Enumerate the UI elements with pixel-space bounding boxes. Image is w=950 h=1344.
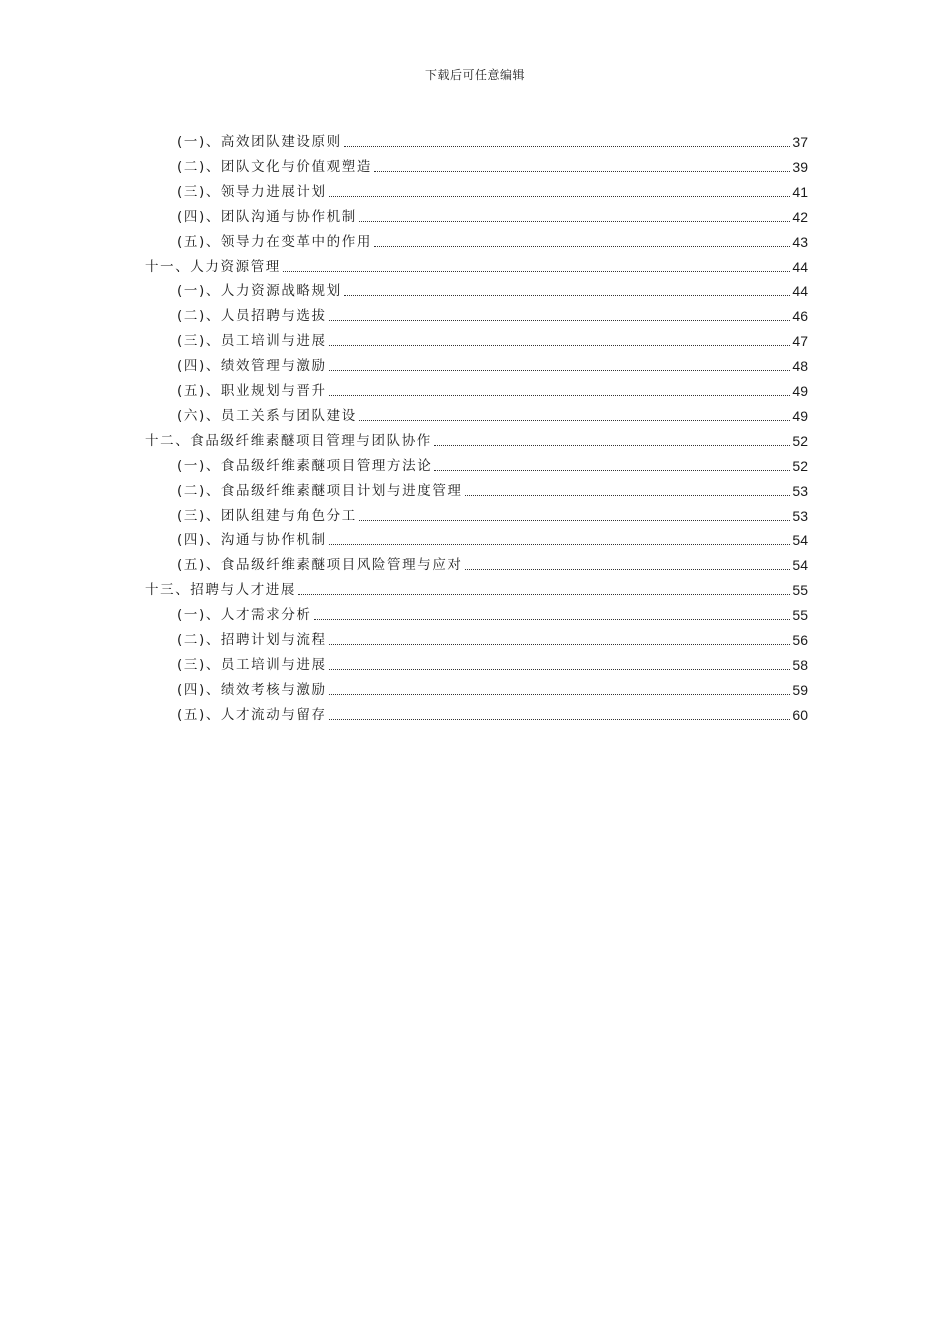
toc-entry-title: (六)、员工关系与团队建设: [177, 407, 357, 424]
toc-dot-leader: [344, 294, 791, 296]
toc-entry-title: (一)、食品级纤维素醚项目管理方法论: [177, 457, 433, 474]
toc-entry[interactable]: [177, 350, 808, 375]
toc-dot-leader: [465, 494, 791, 496]
toc-dot-leader: [329, 718, 791, 720]
toc-entry-title: (一)、人才需求分析: [177, 607, 312, 624]
toc-entry[interactable]: [177, 300, 808, 325]
toc-entry-page-number: 44: [792, 283, 808, 300]
toc-entry-page-number: 55: [792, 582, 808, 599]
toc-entry-title: (三)、领导力进展计划: [177, 183, 327, 200]
toc-entry-page-number: 54: [792, 532, 808, 549]
toc-entry[interactable]: [177, 549, 808, 574]
toc-entry[interactable]: [177, 226, 808, 251]
toc-entry-title: 十二、食品级纤维素醚项目管理与团队协作: [145, 432, 432, 449]
toc-entry-title: (三)、员工培训与进展: [177, 333, 327, 350]
toc-entry-page-number: 41: [792, 183, 808, 200]
toc-entry[interactable]: [177, 450, 808, 475]
toc-dot-leader: [359, 419, 791, 421]
toc-entry-page-number: 39: [792, 158, 808, 175]
toc-entry[interactable]: [177, 475, 808, 500]
toc-entry[interactable]: [177, 500, 808, 525]
toc-entry[interactable]: [177, 599, 808, 624]
toc-entry-title: (二)、团队文化与价值观塑造: [177, 158, 372, 175]
toc-entry-title: (四)、绩效管理与激励: [177, 358, 327, 375]
toc-entry-title: (一)、人力资源战略规划: [177, 283, 342, 300]
toc-dot-leader: [329, 394, 791, 396]
toc-entry-page-number: 43: [792, 233, 808, 250]
toc-entry[interactable]: [177, 624, 808, 649]
toc-entry-page-number: 59: [792, 681, 808, 698]
toc-entry-page-number: 53: [792, 507, 808, 524]
toc-entry-title: (二)、食品级纤维素醚项目计划与进度管理: [177, 482, 463, 499]
toc-entry[interactable]: [177, 201, 808, 226]
toc-entry[interactable]: [177, 375, 808, 400]
toc-entry[interactable]: [177, 126, 808, 151]
toc-dot-leader: [344, 145, 791, 147]
toc-entry-title: (五)、领导力在变革中的作用: [177, 233, 372, 250]
toc-entry-page-number: 48: [792, 358, 808, 375]
toc-entry-title: (五)、职业规划与晋升: [177, 383, 327, 399]
toc-entry[interactable]: [177, 151, 808, 176]
toc-dot-leader: [374, 170, 790, 172]
toc-entry[interactable]: [177, 699, 808, 724]
toc-dot-leader: [359, 220, 791, 222]
toc-dot-leader: [329, 643, 791, 645]
toc-entry[interactable]: [177, 524, 808, 549]
toc-entry-title: (五)、人才流动与留存: [177, 706, 327, 723]
toc-entry-page-number: 42: [792, 208, 808, 225]
toc-entry-page-number: 55: [792, 607, 808, 624]
toc-entry[interactable]: [145, 425, 808, 450]
toc-entry[interactable]: [145, 574, 808, 599]
page-header: 下载后可任意编辑: [424, 68, 525, 82]
toc-entry-page-number: 60: [792, 706, 808, 723]
toc-entry-title: (三)、团队组建与角色分工: [177, 507, 357, 524]
toc-entry-page-number: 47: [792, 333, 808, 350]
toc-dot-leader: [329, 543, 791, 545]
toc-dot-leader: [434, 444, 791, 446]
toc-entry[interactable]: [177, 649, 808, 674]
toc-entry-title: 十三、招聘与人才进展: [145, 582, 296, 599]
toc-dot-leader: [359, 519, 791, 521]
toc-dot-leader: [314, 618, 791, 620]
toc-dot-leader: [329, 668, 791, 670]
toc-dot-leader: [329, 693, 791, 695]
toc-entry-page-number: 58: [792, 656, 808, 673]
toc-entry-title: (二)、人员招聘与选拔: [177, 308, 327, 325]
toc-entry[interactable]: [177, 325, 808, 350]
toc-entry-title: (五)、食品级纤维素醚项目风险管理与应对: [177, 557, 463, 574]
toc-entry-page-number: 37: [792, 134, 808, 150]
toc-entry[interactable]: [177, 674, 808, 699]
toc-dot-leader: [329, 344, 791, 346]
toc-entry-title: (一)、高效团队建设原则: [177, 134, 342, 150]
toc-entry-title: (四)、沟通与协作机制: [177, 532, 327, 549]
toc-entry-title: 十一、人力资源管理: [145, 258, 281, 275]
toc-dot-leader: [374, 245, 790, 247]
toc-entry-page-number: 53: [792, 482, 808, 499]
toc-entry-page-number: 56: [792, 632, 808, 648]
toc-entry-title: (四)、团队沟通与协作机制: [177, 208, 357, 225]
toc-entry[interactable]: [145, 251, 808, 276]
toc-entry-page-number: 52: [792, 457, 808, 474]
toc-entry-page-number: 49: [792, 407, 808, 424]
toc-dot-leader: [465, 568, 791, 570]
toc-entry-title: (二)、招聘计划与流程: [177, 632, 327, 648]
toc-dot-leader: [298, 593, 790, 595]
toc-entry-title: (四)、绩效考核与激励: [177, 681, 327, 698]
toc-entry-page-number: 46: [792, 308, 808, 325]
toc-entry-page-number: 52: [792, 432, 808, 449]
toc-entry-page-number: 49: [792, 383, 808, 399]
toc-entry[interactable]: [177, 400, 808, 425]
toc-entry[interactable]: [177, 176, 808, 201]
toc-dot-leader: [434, 469, 790, 471]
toc-entry-page-number: 44: [792, 258, 808, 275]
toc-entry-title: (三)、员工培训与进展: [177, 656, 327, 673]
toc-entry[interactable]: [177, 275, 808, 300]
toc-entry-page-number: 54: [792, 557, 808, 574]
toc-dot-leader: [283, 270, 791, 272]
toc-dot-leader: [329, 369, 791, 371]
toc-dot-leader: [329, 195, 791, 197]
toc-dot-leader: [329, 319, 791, 321]
